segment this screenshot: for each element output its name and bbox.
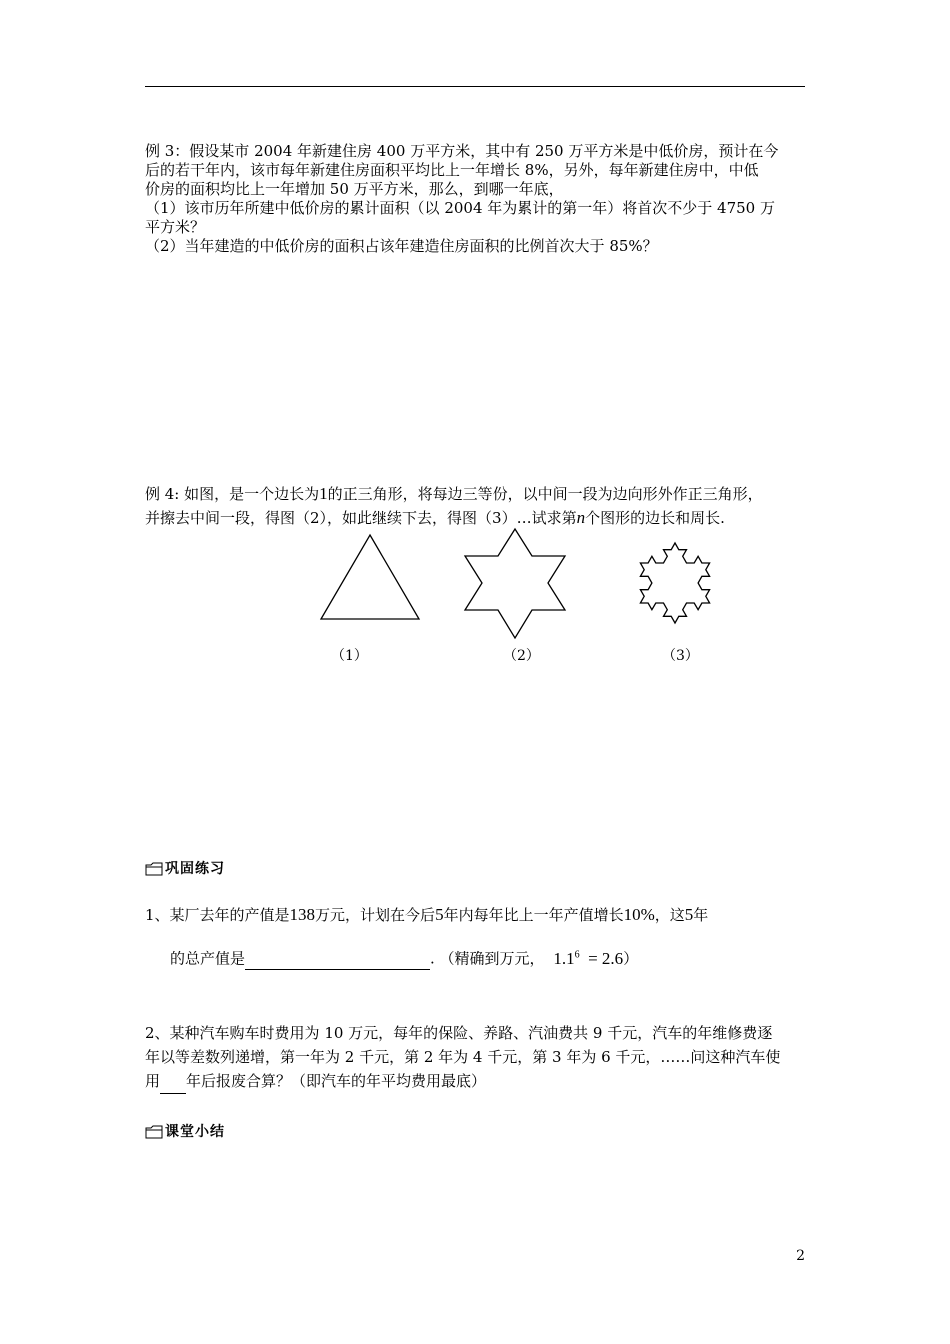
example-3-line: 后的若干年内，该市每年新建住房面积平均比上一年增长 8%，另外，每年新建住房中，中低 [145,161,759,179]
text: 例 4: 如图，是一个边长为 [145,485,320,503]
summary-heading-text: 课堂小结 [165,1124,225,1140]
text: 1、某厂去年的产值是 [145,906,290,924]
value: 138 [289,905,316,924]
value: 5 [684,905,694,924]
value: 5 [435,905,444,924]
variable: 1 [319,484,328,503]
text: . （精确到万元， [430,949,545,968]
folder-icon [145,1125,163,1139]
text: 的正三角形，将每边三等份，以中间一段为边向形外作正三角形， [327,485,763,503]
question-1 [145,905,810,925]
figure-1-triangle [321,535,419,619]
header-rule [145,86,805,87]
figure-2-caption: （2） [503,648,540,664]
question-2-line-3 [145,1069,810,1094]
example-4 [145,482,810,530]
rhs: = 2.6 [588,948,624,968]
summary-heading [145,1121,225,1141]
text: 万元，计划在今后 [315,906,436,924]
figure-3-caption: （3） [662,648,699,664]
question-2 [145,1021,810,1094]
example-3-line: （1）该市历年所建中低价房的累计面积（以 2004 年为累计的第一年）将首次不少于 4750 万 [145,199,775,217]
question-2-line: 年以等差数列递增，第一年为 2 千元，第 2 年为 4 千元，第 3 年为 6 千元，……问这种汽车使 [145,1048,781,1066]
text: 年 [693,906,709,924]
text: 个图形的边长和周长. [585,509,725,527]
variable: n [576,508,586,527]
question-1-line-1 [145,905,810,925]
value: 10% [623,905,655,924]
example-3-line: 价房的面积均比上一年增加 50 万平方米，那么，到哪一年底， [145,180,564,198]
base: 1.1 [553,948,575,968]
text: 并擦去中间一段，得图（2），如此继续下去，得图（3）…试求第 [145,509,577,527]
answer-blank [245,949,430,970]
text: ，这 [654,906,685,924]
math-expression [553,949,623,968]
text: 用 [145,1072,161,1090]
text: 年后报废合算？（即汽车的年平均费用最底） [186,1072,487,1090]
folder-icon [145,862,163,876]
text: 年内每年比上一年产值增长 [443,906,624,924]
practice-heading [145,858,225,878]
figure-1-caption: （1） [331,648,368,664]
example-4-line-1 [145,482,810,506]
text: 的总产值是 [170,949,246,968]
question-1-line-2 [170,945,835,970]
figure-2-hexagram [465,529,565,638]
example-3-line: （2）当年建造的中低价房的面积占该年建造住房面积的比例首次大于 85%？ [145,237,658,255]
figure-3-snowflake [640,543,709,623]
page-number: 2 [796,1248,805,1264]
text: ） [623,949,639,968]
practice-heading-text: 巩固练习 [165,861,225,877]
question-2-line: 2、某种汽车购车时费用为 10 万元，每年的保险、养路、汽油费共 9 千元，汽车的年维修费逐 [145,1024,773,1042]
example-3 [145,142,810,256]
example-3-line: 例 3：假设某市 2004 年新建住房 400 万平方米，其中有 250 万平方米是中低价房，预计在今 [145,142,779,160]
koch-figures [310,525,740,645]
example-3-line: 平方米？ [145,218,206,236]
exponent: 6 [574,949,580,960]
answer-blank [160,1069,186,1094]
